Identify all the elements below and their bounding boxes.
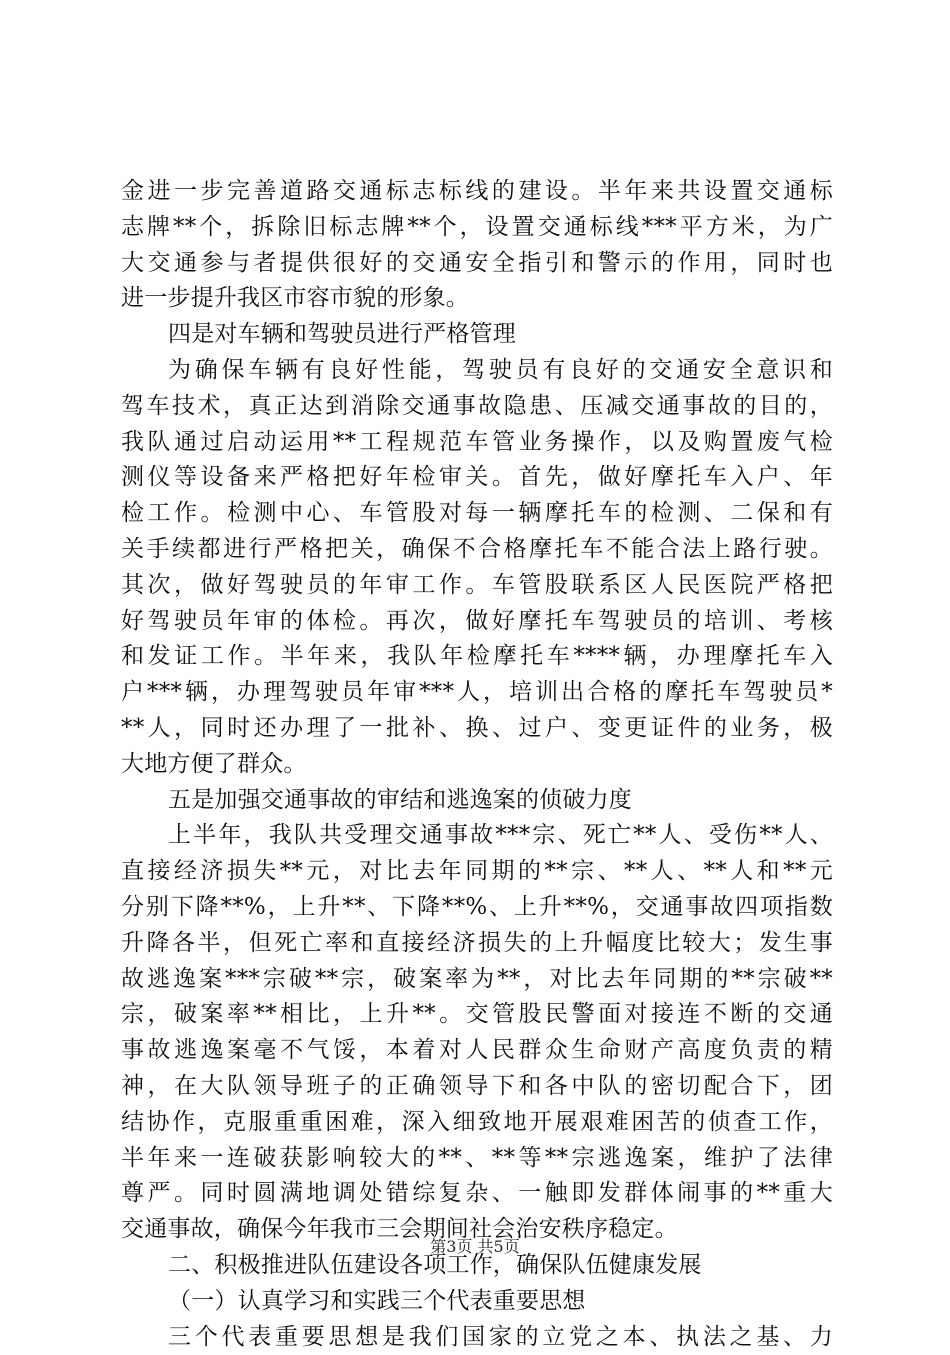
paragraph-line: 宗，破案率**相比，上升**。交管股民警面对接连不断的交通 (121, 997, 833, 1033)
paragraph-line: 结协作，克服重重困难，深入细致地开展艰难困苦的侦查工作， (121, 1105, 833, 1141)
paragraph-line: 户***辆，办理驾驶员年审***人，培训出合格的摩托车驾驶员* (121, 675, 833, 711)
paragraph-line: 三个代表重要思想是我们国家的立党之本、执法之基、力 (121, 1320, 833, 1355)
paragraph-line: 尊严。同时圆满地调处错综复杂、一触即发群体闹事的**重大 (121, 1176, 833, 1212)
paragraph-line: 故逃逸案***宗破**宗，破案率为**，对比去年同期的**宗破** (121, 962, 833, 998)
section-heading: 五是加强交通事故的审结和逃逸案的侦破力度 (121, 783, 833, 819)
paragraph-line: 和发证工作。半年来，我队年检摩托车****辆，办理摩托车入 (121, 639, 833, 675)
paragraph-line: 为确保车辆有良好性能，驾驶员有良好的交通安全意识和 (121, 353, 833, 389)
paragraph-line: 好驾驶员年审的体检。再次，做好摩托车驾驶员的培训、考核 (121, 604, 833, 640)
page-footer: 第3页 共5页 (0, 1236, 950, 1258)
paragraph-line: 升降各半，但死亡率和直接经济损失的上升幅度比较大；发生事 (121, 926, 833, 962)
paragraph-line: 测仪等设备来严格把好年检审关。首先，做好摩托车入户、年 (121, 460, 833, 496)
paragraph-line: 我队通过启动运用**工程规范车管业务操作，以及购置废气检 (121, 425, 833, 461)
paragraph-line: 事故逃逸案毫不气馁，本着对人民群众生命财产高度负责的精 (121, 1033, 833, 1069)
paragraph-line: 志牌**个，拆除旧标志牌**个，设置交通标线***平方米，为广 (121, 210, 833, 246)
paragraph-line: 进一步提升我区市容市貌的形象。 (121, 281, 833, 317)
section-heading: 二、积极推进队伍建设各项工作，确保队伍健康发展 (121, 1248, 833, 1284)
paragraph-line: 检工作。检测中心、车管股对每一辆摩托车的检测、二保和有 (121, 496, 833, 532)
paragraph-line: 直接经济损失**元，对比去年同期的**宗、**人、**人和**元 (121, 854, 833, 890)
paragraph-line: 神，在大队领导班子的正确领导下和各中队的密切配合下，团 (121, 1069, 833, 1105)
paragraph-line: 金进一步完善道路交通标志标线的建设。半年来共设置交通标 (121, 174, 833, 210)
paragraph-line: 其次，做好驾驶员的年审工作。车管股联系区人民医院严格把 (121, 568, 833, 604)
paragraph-line: 大交通参与者提供很好的交通安全指引和警示的作用，同时也 (121, 246, 833, 282)
subsection-heading: （一）认真学习和实践三个代表重要思想 (121, 1284, 833, 1320)
paragraph-line: 半年来一连破获影响较大的**、**等**宗逃逸案，维护了法律 (121, 1141, 833, 1177)
paragraph-line: 分别下降**%，上升**、下降**%、上升**%，交通事故四项指数 (121, 890, 833, 926)
section-heading: 四是对车辆和驾驶员进行严格管理 (121, 317, 833, 353)
paragraph-line: **人，同时还办理了一批补、换、过户、变更证件的业务，极 (121, 711, 833, 747)
paragraph-line: 驾车技术，真正达到消除交通事故隐患、压减交通事故的目的， (121, 389, 833, 425)
document-body (121, 174, 833, 1355)
paragraph-line: 上半年，我队共受理交通事故***宗、死亡**人、受伤**人、 (121, 818, 833, 854)
paragraph-line: 大地方便了群众。 (121, 747, 833, 783)
paragraph-line: 交通事故，确保今年我市三会期间社会治安秩序稳定。 (121, 1212, 833, 1248)
paragraph-line: 关手续都进行严格把关，确保不合格摩托车不能合法上路行驶。 (121, 532, 833, 568)
